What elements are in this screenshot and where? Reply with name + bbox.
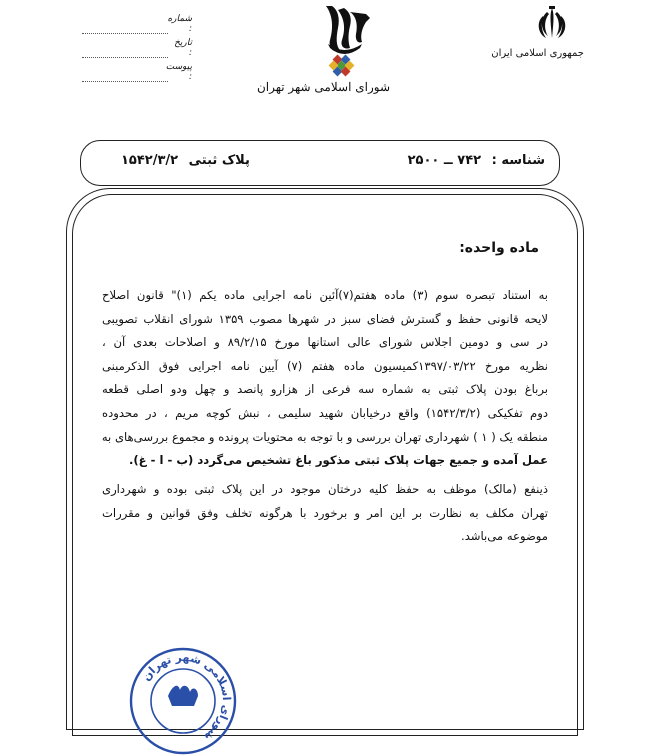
paragraph-2 xyxy=(102,478,548,549)
registration-plaque xyxy=(121,153,250,168)
registration-plaque-value: ۱۵۴۲/۳/۲ xyxy=(121,153,179,168)
emblem-caption: جمهوری اسلامی ایران xyxy=(491,48,584,59)
stamp-text: شورای اسلامی شهر تهران xyxy=(139,650,234,744)
registration-box xyxy=(80,140,560,186)
letter-meta xyxy=(82,10,192,82)
registration-plaque-label: پلاک ثبتی xyxy=(188,153,250,168)
paragraph-1-line: لایحه قانونی حفظ و گسترش فضای سبز در شهرها مصوب ۱۳۵۹ شورای انقلاب تصویبی xyxy=(102,311,548,326)
meta-date-row xyxy=(82,34,192,58)
meta-number-line xyxy=(82,23,168,34)
official-stamp-icon xyxy=(128,646,238,756)
iran-emblem-icon xyxy=(532,4,572,44)
paragraph-1-line: دوم تفکیکی (۱۵۴۲/۳/۲) واقع درخیابان شهید سلیمی ، نبش کوچه مریم ، در محدوده xyxy=(102,405,548,420)
paragraph-1-line: به استناد تبصره سوم (۳) ماده هفتم(۷)آئین نامه اجرایی ماده یکم (۱)" قانون اصلاح xyxy=(102,288,548,302)
meta-attachment-line xyxy=(82,71,168,82)
iran-emblem xyxy=(491,4,584,59)
meta-attachment-label: پیوست : xyxy=(165,62,192,82)
paragraph-1-line: در سی و دومین اجلاس شورای عالی استانها مورخ ۸۹/۲/۱۵ و اصلاحات بعدی آن ، xyxy=(102,335,548,350)
meta-date-line xyxy=(82,47,168,58)
paragraph-1-line: نظریه مورخ ۱۳۹۷/۰۳/۲۲کمیسیون ماده هفتم (۷) آیین نامه اجرایی فوق الذکرمبنی xyxy=(102,358,548,373)
council-logo-icon xyxy=(304,4,374,80)
meta-attachment-row xyxy=(82,58,192,82)
paragraph-2-line: موضوعه می‌باشد. xyxy=(461,529,548,544)
meta-date-label: تاریخ : xyxy=(174,38,192,58)
article-heading: ماده واحده: xyxy=(459,240,539,256)
council-logo xyxy=(256,4,390,94)
paragraph-2-line: ذینفع (مالک) موظف به حفظ کلیه درختان موجود در این پلاک ثبتی بوده و شهرداری xyxy=(102,482,548,496)
registration-id-value: ۷۴۲ ــ ۲۵۰۰ xyxy=(407,153,482,168)
meta-number-row xyxy=(82,10,192,34)
registration-id xyxy=(408,153,545,168)
meta-number-label: شماره : xyxy=(167,14,192,34)
paragraph-1-line: منطقه یک ( ۱ ) شهرداری تهران بررسی و با توجه به محتویات پرونده و مجموع بررسی‌های به xyxy=(102,429,548,444)
paragraph-1-line: عمل آمده و جمیع جهات پلاک ثبتی مذکور باغ تشخیص می‌گردد (ب - ا - غ). xyxy=(128,453,548,468)
council-caption: شورای اسلامی شهر تهران xyxy=(256,80,390,94)
paragraph-2-line: تهران مکلف به نظارت بر این امر و برخورد با هرگونه تخلف وفق قوانین و مقررات xyxy=(102,505,548,520)
paragraph-1 xyxy=(102,284,548,473)
paragraph-1-line: برباغ بودن پلاک ثبتی به شماره سه فرعی از هزارو پانصد و چهل ودو اصلی قطعه xyxy=(102,382,548,397)
registration-id-label: شناسه : xyxy=(491,153,545,168)
